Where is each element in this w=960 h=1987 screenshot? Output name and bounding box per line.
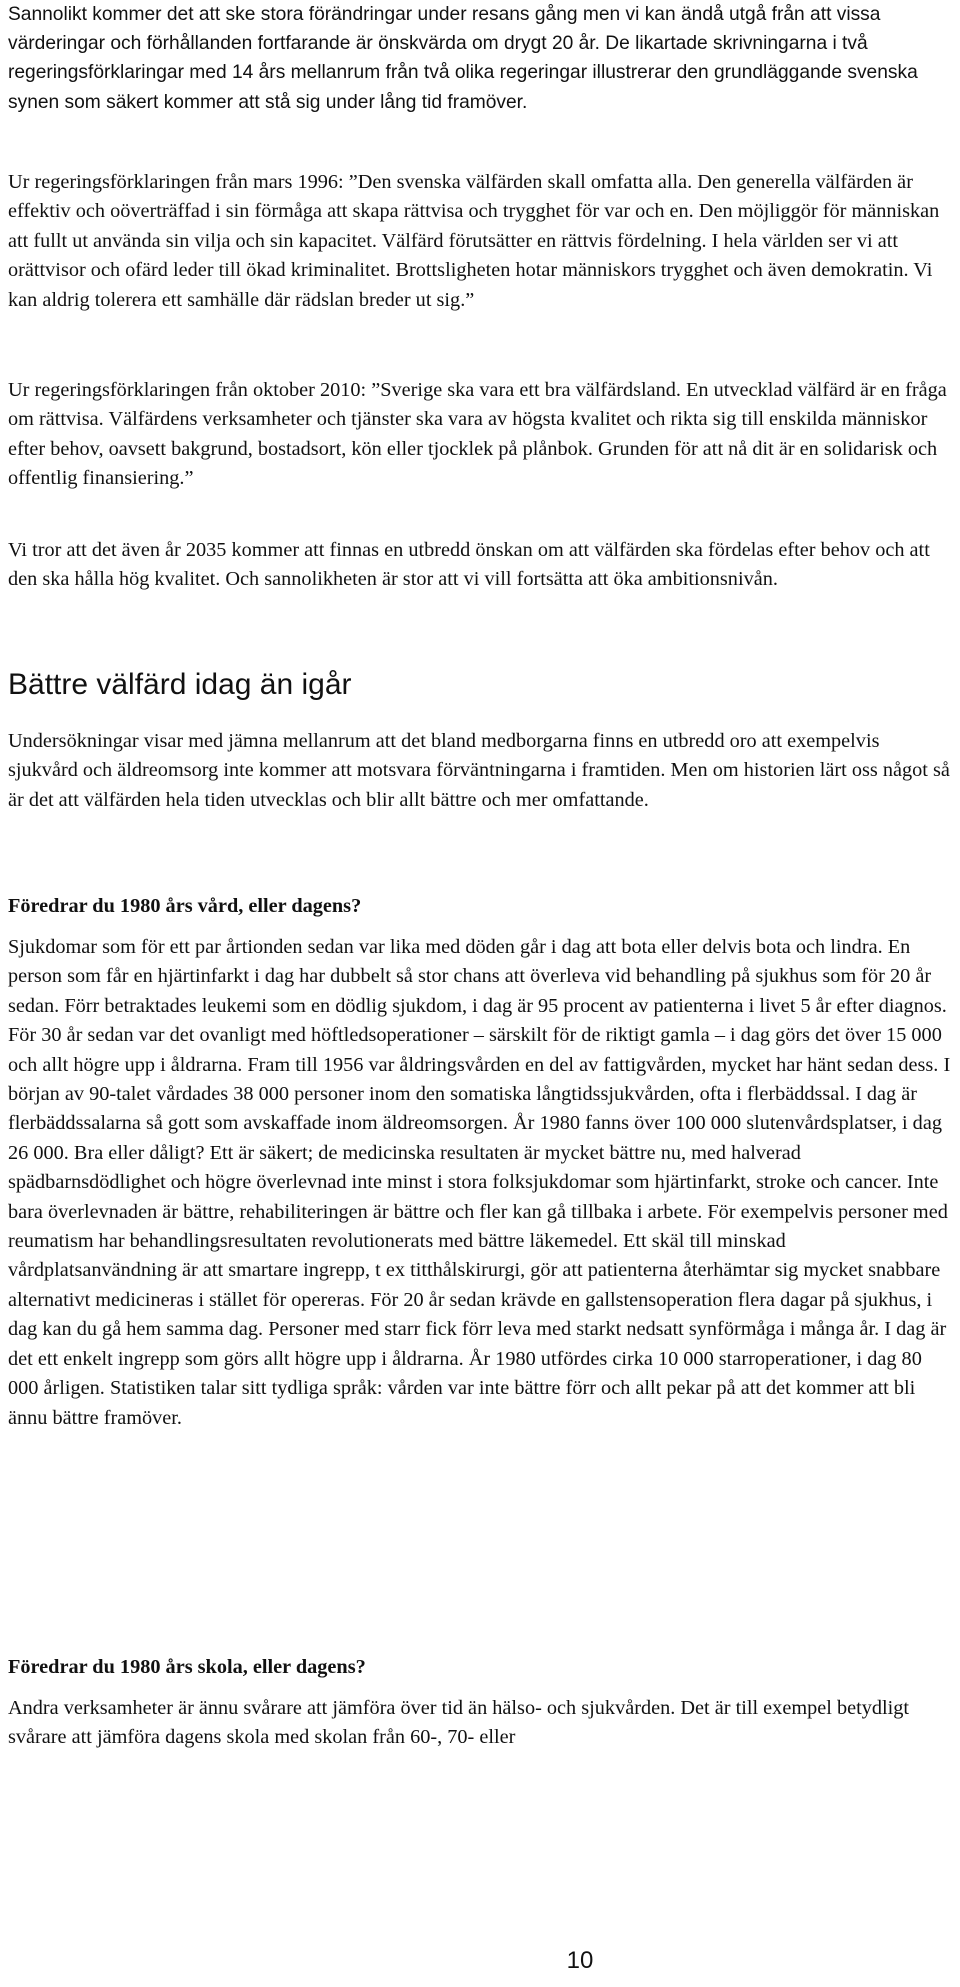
section-heading: Bättre välfärd idag än igår (8, 668, 352, 701)
school-paragraph: Andra verksamheter är ännu svårare att jämföra över tid än hälso- och sjukvården. Det är till exempel betydligt svårare att jämföra dagens skola med skolan från 60-, 70- eller (8, 1697, 910, 1749)
page-number: 10 (566, 1947, 594, 1974)
year-2035-paragraph: Vi tror att det även år 2035 kommer att finnas en utbredd önskan om att välfärden ska fördelas efter behov och att den ska hålla hög kvalitet. Och sannolikheten är stor att vi vill fortsätta att öka ambitionsnivån. (8, 539, 930, 591)
surveys-paragraph: Undersökningar visar med jämna mellanrum att det bland medborgarna finns en utbredd oro att exempelvis sjukvård och äldreomsorg inte kommer att motsvara förväntningarna i framtiden. Men om historien lärt oss något så är det att välfärden hela tiden utvecklas och blir allt bättre och mer omfattande. (8, 730, 950, 811)
care-paragraph: Sjukdomar som för ett par årtionden sedan var lika med döden går i dag att bota eller delvis bota och lindra. En person som får en hjärtinfarkt i dag har dubbelt så stor chans att överleva vid behandling på sjukhus som för 20 år sedan. Förr betraktades leukemi som en dödlig sjukdom, i dag är 95 procent av patienterna i livet 5 år efter diagnos. För 30 år sedan var det ovanligt med höftledsoperationer – särskilt för de riktigt gamla – i dag görs det över 15 000 och allt högre upp i åldrarna. Fram till 1956 var åldringsvården en del av fattigvården, mycket har hänt sedan dess. I början av 90-talet vårdades 38 000 personer inom den somatiska långtidssjukvården, ofta i flerbäddssal. I dag är flerbäddssalarna så gott som avskaffade inom äldreomsorgen. År 1980 fanns över 100 000 slutenvårdsplatser, i dag 26 000. Bra eller dåligt? Ett är säkert; de medicinska resultaten är mycket bättre nu, med halverad spädbarnsdödlighet och högre överlevnad inte minst i stora folksjukdomar som hjärtinfarkt, stroke och cancer. Inte bara överlevnaden är bättre, rehabiliteringen är bättre och fler kan gå tillbaka i arbete. För exempelvis personer med reumatism har behandlingsresultaten revolutionerats med bättre läkemedel. Ett skäl till minskad vårdplatsanvändning är att smartare ingrepp, t ex titthålskirurgi, gör att patienterna återhämtar sig mycket snabbare alternativt medicineras i stället för opereras. För 20 år sedan krävde en gallstensoperation flera dagar på sjukhus, i dag kan du gå hem samma dag. Personer med starr fick förr leva med starkt nedsatt synförmåga i många år. I dag är det ett enkelt ingrepp som görs allt högre upp i åldrarna. År 1980 utfördes cirka 10 000 starroperationer, i dag 80 000 årligen. Statistiken talar sitt tydliga språk: vården var inte bättre förr och allt pekar på att det kommer att bli ännu bättre framöver. (8, 936, 951, 1429)
quote-1996-paragraph: Ur regeringsförklaringen från mars 1996: ”Den svenska välfärden skall omfatta alla. Den generella välfärden är effektiv och oöverträffad i sin förmåga att skapa rättvisa och trygghet för var och en. Den möjliggör för människan att fullt ut använda sin vilja och sin kapacitet. Välfärd förutsätter en rättvis fördelning. I hela världen ser vi att orättvisor och ofärd leder till ökad kriminalitet. Brottsligheten hotar människors trygghet och även demokratin. Vi kan aldrig tolerera ett samhälle där rädslan breder ut sig.” (8, 171, 940, 311)
intro-paragraph: Sannolikt kommer det att ske stora förändringar under resans gång men vi kan ändå utgå från att vissa värderingar och förhållanden fortfarande är önskvärda om drygt 20 år. De likartade skrivningarna i två regeringsförklaringar med 14 års mellanrum från två olika regeringar illustrerar den grundläggande svenska synen som säkert kommer att stå sig under lång tid framöver. (8, 4, 918, 113)
care-subheading: Föredrar du 1980 års vård, eller dagens? (8, 895, 362, 917)
quote-2010-paragraph: Ur regeringsförklaringen från oktober 2010: ”Sverige ska vara ett bra välfärdsland. En utvecklad välfärd är en fråga om rättvisa. Välfärdens verksamheter och tjänster ska vara av högsta kvalitet och rikta sig till enskilda människor efter behov, oavsett bakgrund, bostadsort, kön eller tjocklek på plånbok. Grunden för att nå dit är en solidarisk och offentlig finansiering.” (8, 379, 947, 490)
school-subheading: Föredrar du 1980 års skola, eller dagens? (8, 1656, 366, 1678)
